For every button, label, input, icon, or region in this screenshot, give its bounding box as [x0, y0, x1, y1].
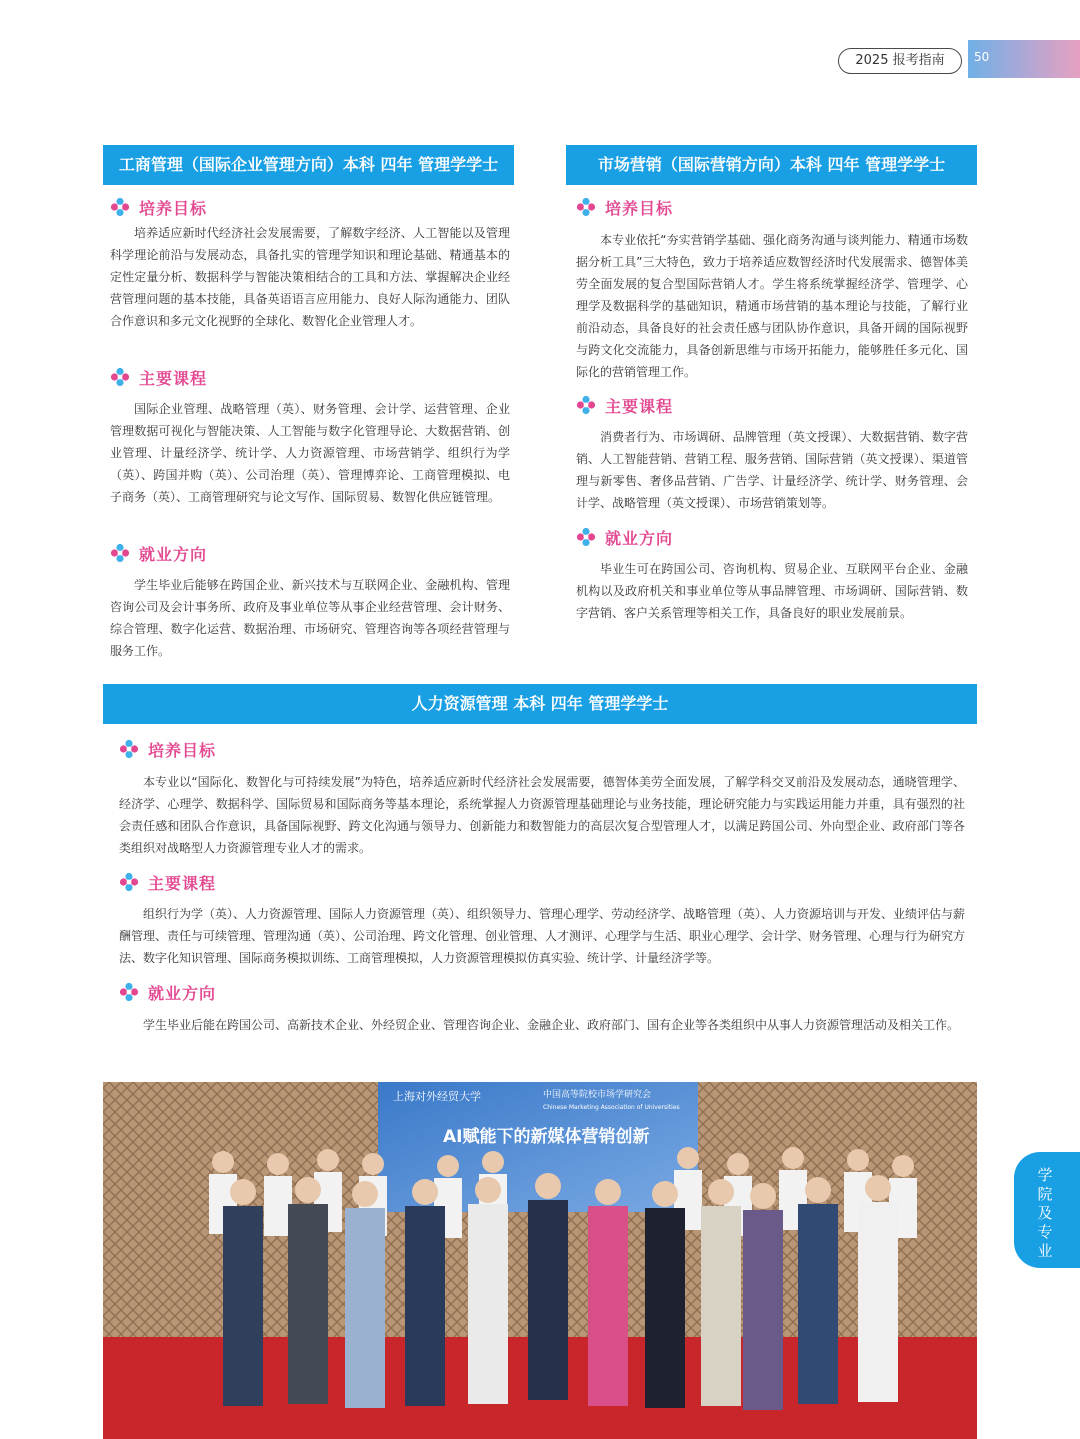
flower-bullet-icon [576, 395, 596, 415]
guide-title-badge: 2025 报考指南 [838, 48, 962, 74]
right-goal-text: 本专业依托“夯实营销学基础、强化商务沟通与谈判能力、精通市场数据分析工具”三大特色，致力于培养适应数智经济时代发展需求、德智体美劳全面发展的复合型国际营销人才。学生将系统掌握经济学、管理学、心理学及数据科学的基础知识，精通市场营销的基本理论与技能，了解行业前沿动态，具备良好的社会责任感与团队协作意识，具备开阔的国际视野与跨文化交流能力，具备创新思维与市场开拓能力，能够胜任多元化、国际化的营销管理工作。 [576, 233, 968, 379]
group-photo [103, 1082, 977, 1439]
right-job-text: 毕业生可在跨国公司、咨询机构、贸易企业、互联网平台企业、金融机构以及政府机关和事业单位等从事品牌管理、市场调研、国际营销、数字营销、客户关系管理等相关工作，具备良好的职业发展前景。 [576, 562, 968, 620]
section-heading-label: 就业方向 [148, 983, 217, 1003]
flower-bullet-icon [110, 197, 130, 217]
left-course-heading [110, 365, 207, 389]
section-heading-label: 就业方向 [605, 528, 674, 548]
photo-banner-title: AI赋能下的新媒体营销创新 [443, 1127, 650, 1147]
flower-bullet-icon [110, 367, 130, 387]
flower-bullet-icon [119, 982, 139, 1002]
section-heading-label: 主要课程 [148, 873, 217, 893]
left-job-heading [110, 541, 207, 565]
bottom-job-text: 学生毕业后能在跨国公司、高新技术企业、外经贸企业、管理咨询企业、金融企业、政府部门、国有企业等各类组织中从事人力资源管理活动及相关工作。 [143, 1018, 960, 1032]
right-job-heading [576, 525, 673, 549]
left-job-text: 学生毕业后能够在跨国企业、新兴技术与互联网企业、金融机构、管理咨询公司及会计事务所、政府及事业单位等从事企业经营管理、会计财务、综合管理、数字化运营、数据治理、市场研究、管理咨询等各项经营管理与服务工作。 [110, 578, 510, 658]
bottom-goal-heading [119, 737, 216, 761]
group-photo-illustration [103, 1082, 977, 1439]
section-heading-label: 培养目标 [139, 198, 208, 218]
photo-logo-right-en: Chinese Marketing Association of Universities [543, 1104, 680, 1111]
right-goal-heading [576, 195, 673, 219]
flower-bullet-icon [576, 527, 596, 547]
left-program-title: 工商管理（国际企业管理方向）本科 四年 管理学学士 [103, 145, 514, 185]
bottom-course-text: 组织行为学（英）、人力资源管理、国际人力资源管理（英）、组织领导力、管理心理学、劳动经济学、战略管理（英）、人力资源培训与开发、业绩评估与薪酬管理、责任与可续管理、管理沟通（英）、公司治理、跨文化管理、创业管理、人才测评、心理学与生活、职业心理学、会计学、财务管理、心理与行为研究方法、数字化知识管理、国际商务模拟训练、工商管理模拟，人力资源管理模拟仿真实验、统计学、计量经济学等。 [119, 907, 966, 965]
right-course-heading [576, 393, 673, 417]
section-heading-label: 主要课程 [139, 368, 208, 388]
right-course-text: 消费者行为、市场调研、品牌管理（英文授课）、大数据营销、数字营销、人工智能营销、营销工程、服务营销、国际营销（英文授课）、渠道管理与新零售、奢侈品营销、广告学、计量经济学、统计学、财务管理、会计学、战略管理（英文授课）、市场营销策划等。 [576, 430, 968, 510]
flower-bullet-icon [119, 872, 139, 892]
section-heading-label: 就业方向 [139, 544, 208, 564]
section-heading-label: 培养目标 [605, 198, 674, 218]
bottom-course-heading [119, 870, 216, 894]
bottom-program-title: 人力资源管理 本科 四年 管理学学士 [103, 684, 977, 724]
flower-bullet-icon [576, 197, 596, 217]
side-tab-label: 学院及专业 [1037, 1166, 1053, 1260]
bottom-goal-text: 本专业以“国际化、数智化与可持续发展”为特色，培养适应新时代经济社会发展需要，德智体美劳全面发展，了解学科交叉前沿及发展动态，通晓管理学、经济学、心理学、数据科学、国际贸易和国际商务等基本理论，系统掌握人力资源管理基础理论与业务技能，理论研究能力与实践运用能力并重，具有强烈的社会责任感和团队合作意识，具备国际视野、跨文化沟通与领导力、创新能力和数智能力的高层次复合型管理人才，以满足跨国公司、外向型企业、政府部门等各类组织对战略型人力资源管理专业人才的需求。 [119, 775, 965, 855]
photo-logo-right: 中国高等院校市场学研究会 [543, 1090, 652, 1100]
left-course-text: 国际企业管理、战略管理（英）、财务管理、会计学、运营管理、企业管理数据可视化与智能决策、人工智能与数字化管理导论、大数据营销、创业管理、计量经济学、统计学、人力资源管理、市场营销学、组织行为学（英）、跨国并购（英）、公司治理（英）、管理博弈论、工商管理模拟、电子商务（英）、工商管理研究与论文写作、国际贸易、数智化供应链管理。 [110, 402, 510, 504]
left-goal-text: 培养适应新时代经济社会发展需要，了解数字经济、人工智能以及管理科学理论前沿与发展动态，具备扎实的管理学知识和理论基础、精通基本的定性定量分析、数据科学与智能决策相结合的工具和方法、掌握解决企业经营管理问题的基本技能，具备英语语言应用能力、良好人际沟通能力、团队合作意识和多元文化视野的全球化、数智化企业管理人才。 [110, 226, 510, 328]
section-heading-label: 主要课程 [605, 396, 674, 416]
flower-bullet-icon [110, 543, 130, 563]
bottom-job-heading [119, 980, 216, 1004]
photo-logo-left: 上海对外经贸大学 [393, 1090, 481, 1103]
right-program-title: 市场营销（国际营销方向）本科 四年 管理学学士 [566, 145, 977, 185]
section-heading-label: 培养目标 [148, 740, 217, 760]
flower-bullet-icon [119, 739, 139, 759]
left-goal-heading [110, 195, 207, 219]
page-number: 50 [974, 50, 990, 64]
